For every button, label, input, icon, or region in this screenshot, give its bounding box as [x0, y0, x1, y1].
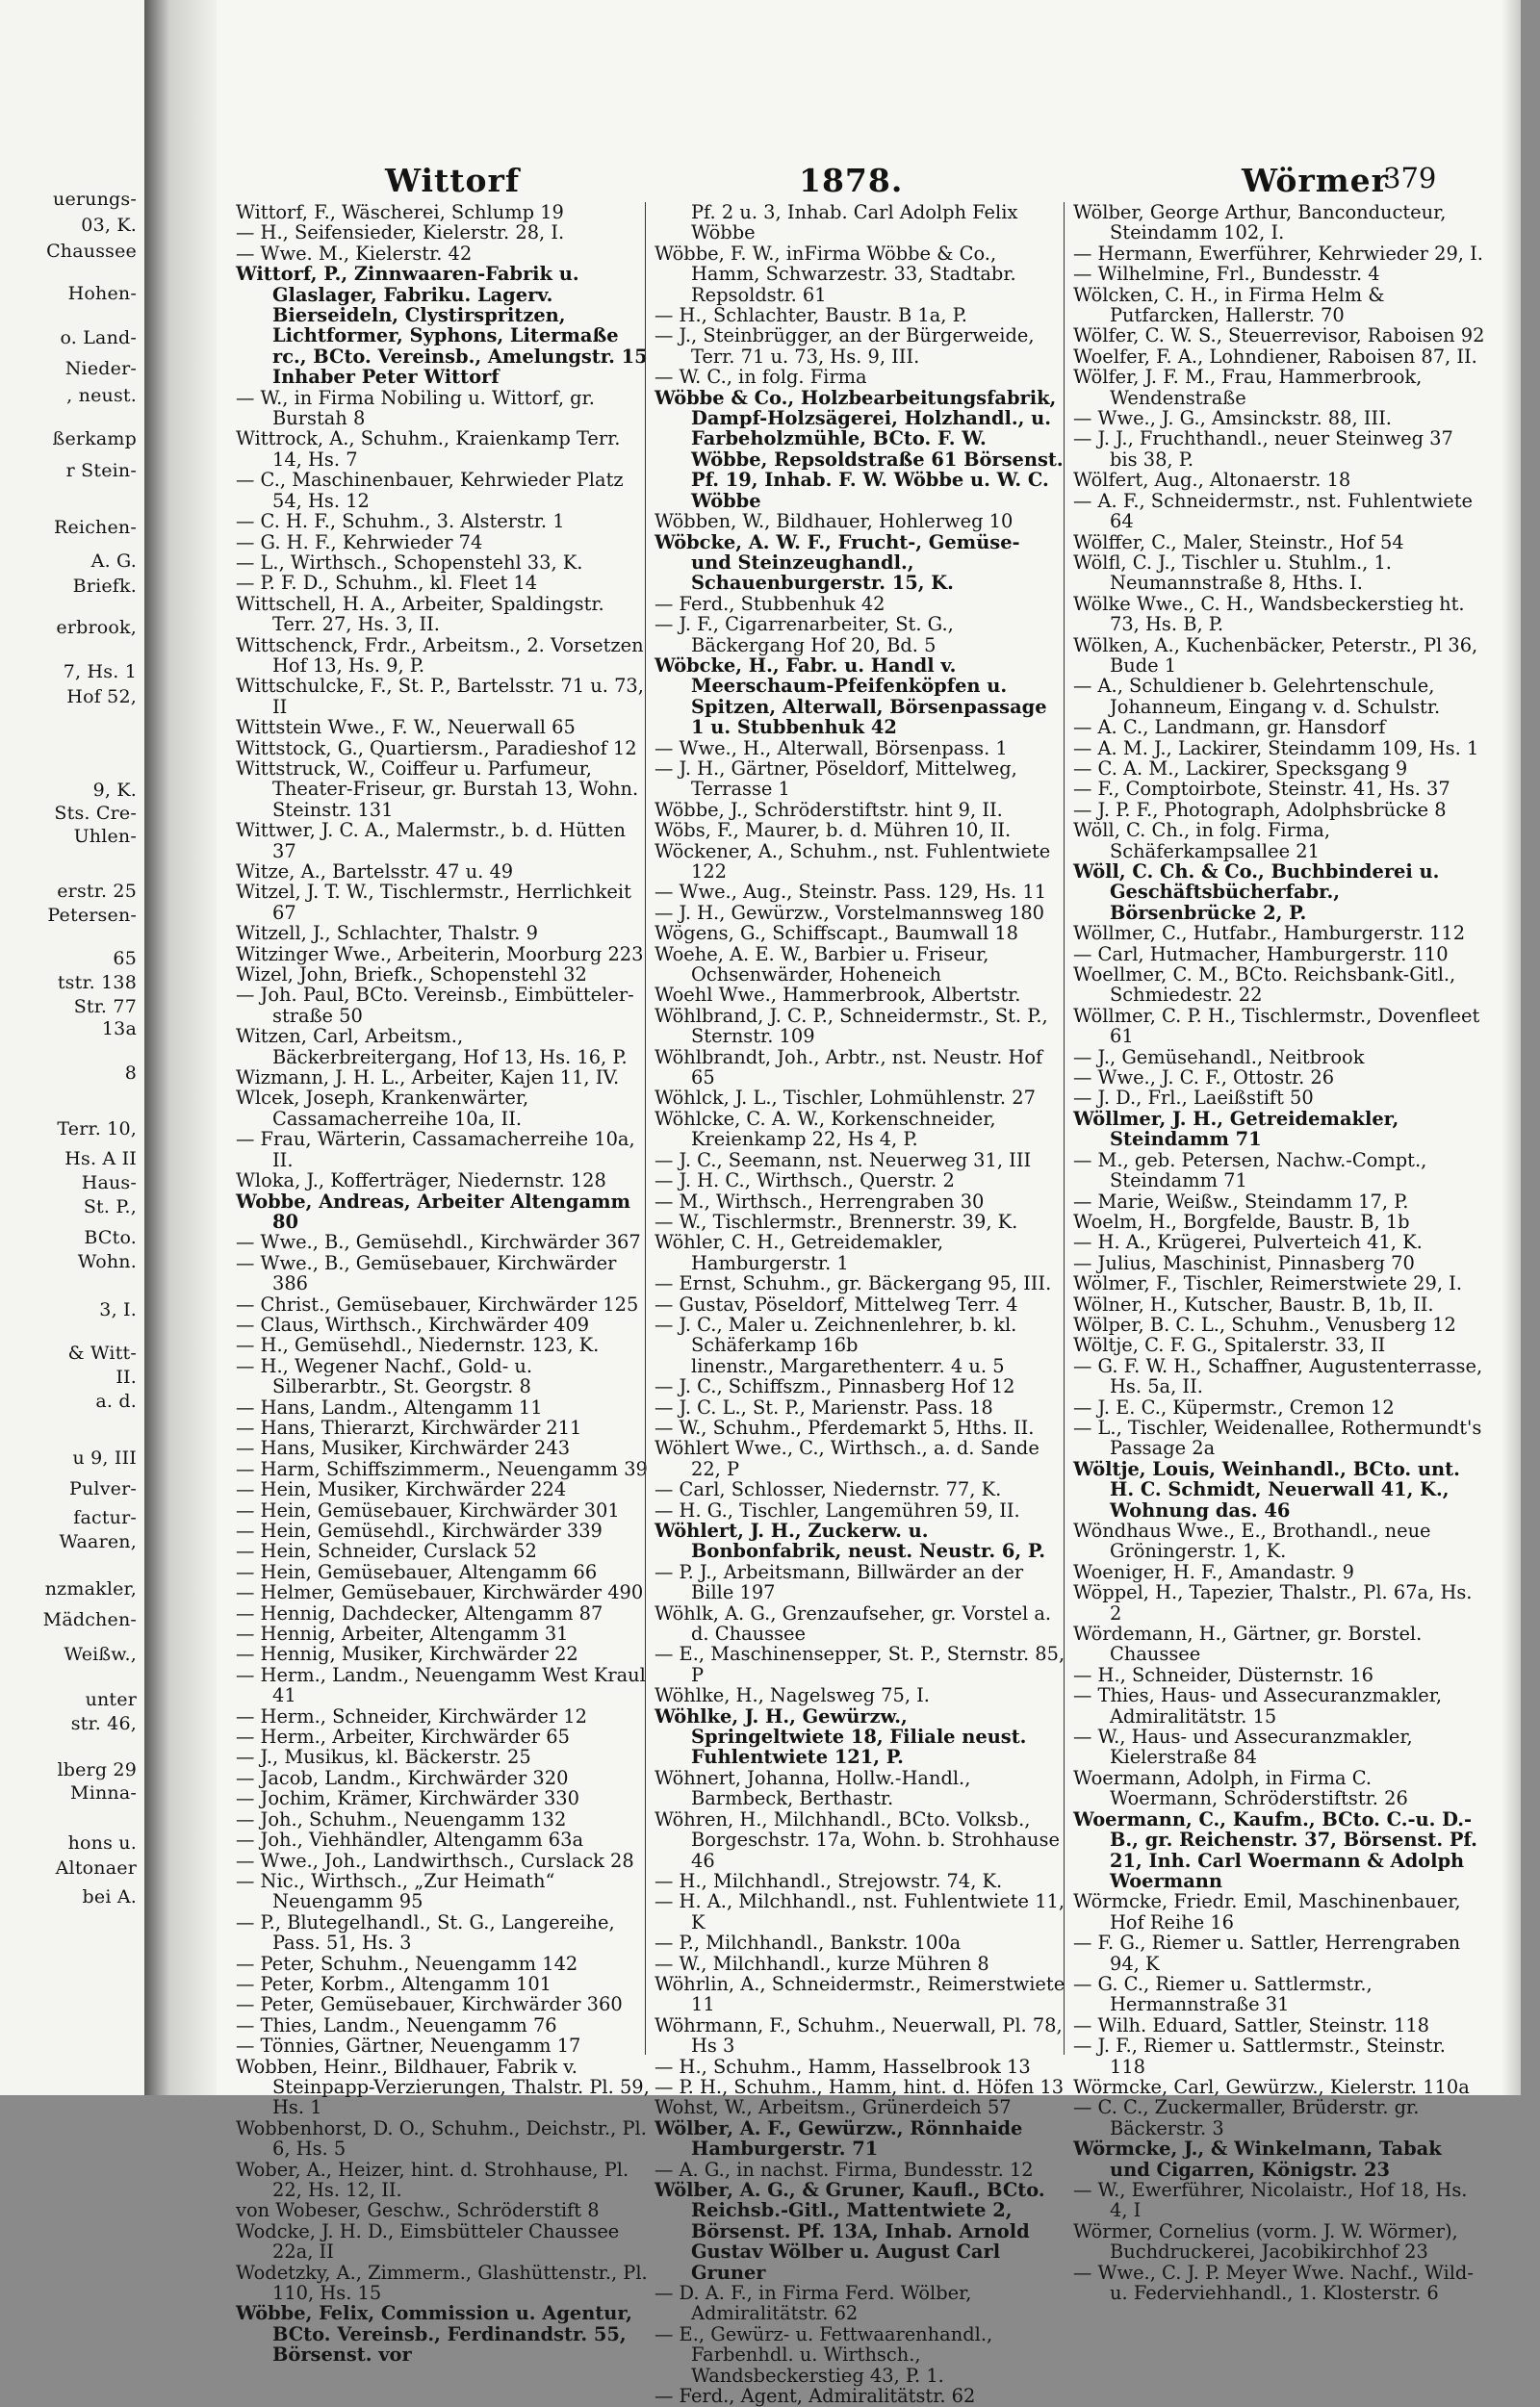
- directory-entry: — W., in Firma Nobiling u. Wittorf, gr. Burstah 8: [236, 386, 595, 430]
- fragment-line: hons u.: [67, 1832, 137, 1854]
- directory-entry: Wölner, H., Kutscher, Baustr. B, 1b, II.: [1073, 1293, 1434, 1316]
- directory-entry: Wittschenck, Frdr., Arbeitsm., 2. Vorsetzen Hof 13, Hs. 9, P.: [236, 633, 644, 677]
- directory-entry: Wittstein Wwe., F. W., Neuerwall 65: [236, 716, 576, 739]
- directory-entry: — Hein, Musiker, Kirchwärder 224: [236, 1478, 567, 1501]
- directory-entry: — H., Wegener Nachf., Gold- u. Silberarbtr., St. Georgstr. 8: [236, 1354, 533, 1398]
- directory-entry: — Joh. Paul, BCto. Vereinsb., Eimbütteler-straße 50: [236, 984, 634, 1027]
- fragment-line: BCto.: [84, 1227, 137, 1248]
- directory-entry: Wöhlk, A. G., Grenzaufseher, gr. Vorstel a. d. Chaussee: [654, 1601, 1052, 1646]
- directory-entry: — H., Seifensieder, Kielerstr. 28, I.: [236, 221, 565, 244]
- directory-entry: — Claus, Wirthsch., Kirchwärder 409: [236, 1313, 590, 1336]
- directory-entry: — Christ., Gemüsebauer, Kirchwärder 125: [236, 1293, 639, 1316]
- fragment-line: Terr. 10,: [57, 1118, 137, 1139]
- directory-entry: Wöbcke, H., Fabr. u. Handl v. Meerschaum-Pfeifenköpfen u. Spitzen, Alterwall, Börsenpassage 1 u. Stubbenhuk 42: [654, 653, 1047, 739]
- directory-entry: — G. H. F., Kehrwieder 74: [236, 530, 483, 553]
- directory-entry: Wöltje, Louis, Weinhandl., BCto. unt. H. C. Schmidt, Neuerwall 41, K., Wohnung das. 46: [1073, 1457, 1460, 1522]
- directory-entry: — Herm., Schneider, Kirchwärder 12: [236, 1704, 587, 1728]
- directory-entry: — Peter, Schuhm., Neuengamm 142: [236, 1952, 578, 1975]
- directory-entry: — H., Milchhandl., Strejowstr. 74, K.: [654, 1869, 1003, 1892]
- directory-entry: Wöbcke, A. W. F., Frucht-, Gemüse- und Steinzeughandl., Schauenburgerstr. 15, K.: [654, 530, 1020, 595]
- fragment-line: unter: [85, 1689, 137, 1710]
- directory-entry: Wöndhaus Wwe., E., Brothandl., neue Gröningerstr. 1, K.: [1073, 1520, 1431, 1563]
- directory-entry: — J. E. C., Küpermstr., Cremon 12: [1073, 1396, 1395, 1419]
- directory-entry: Wöhlert, J. H., Zuckerw. u. Bonbonfabrik, neust. Neustr. 6, P.: [654, 1520, 1045, 1563]
- directory-entry: — H., Schneider, Düsternstr. 16: [1073, 1663, 1373, 1686]
- directory-entry: Wölper, B. C. L., Schuhm., Venusberg 12: [1073, 1313, 1456, 1336]
- directory-entry: — Hein, Schneider, Curslack 52: [236, 1540, 537, 1563]
- directory-entry: — J. F., Cigarrenarbeiter, St. G., Bäckergang Hof 20, Bd. 5: [654, 613, 954, 656]
- directory-entry: — J. P. F., Photograph, Adolphsbrücke 8: [1073, 798, 1447, 821]
- directory-entry: Wöhren, H., Milchhandl., BCto. Volksb., Borgeschstr. 17a, Wohn. b. Strohhause 46: [654, 1807, 1060, 1872]
- directory-entry: Wittstruck, W., Coiffeur u. Parfumeur, Theater-Friseur, gr. Burstah 13, Wohn. Steinstr. 131: [236, 756, 639, 821]
- directory-entry: Wobbe, Andreas, Arbeiter Altengamm 80: [236, 1190, 631, 1233]
- directory-entry: — J. F., Riemer u. Sattlermstr., Steinstr. 118: [1073, 2035, 1446, 2078]
- directory-entry: Witze, A., Bartelsstr. 47 u. 49: [236, 860, 514, 883]
- directory-entry: Wittschulcke, F., St. P., Bartelsstr. 71 u. 73, II: [236, 675, 644, 718]
- directory-entry: — W., Tischlermstr., Brennerstr. 39, K.: [654, 1210, 1018, 1233]
- directory-entry: — J., Musikus, kl. Bäckerstr. 25: [236, 1746, 531, 1769]
- directory-entry: — Hein, Gemüsebauer, Kirchwärder 301: [236, 1498, 620, 1522]
- directory-entry: Wölffer, C., Maler, Steinstr., Hof 54: [1073, 530, 1404, 553]
- running-head-year: 1878.: [799, 162, 904, 199]
- directory-entry: — Wwe., B., Gemüsehdl., Kirchwärder 367: [236, 1231, 641, 1254]
- fragment-line: a. d.: [95, 1391, 137, 1412]
- fragment-line: erstr. 25: [57, 881, 137, 902]
- directory-entry: — G. C., Riemer u. Sattlermstr., Hermannstraße 31: [1073, 1972, 1373, 2016]
- directory-entry: Wöllmer, C. P. H., Tischlermstr., Dovenfleet 61: [1073, 1004, 1480, 1048]
- fragment-line: 13a: [101, 1018, 137, 1039]
- directory-entry: Wölfer, J. F. M., Frau, Hammerbrook, Wendenstraße: [1073, 366, 1423, 409]
- directory-entry: Wördemann, H., Gärtner, gr. Borstel. Chaussee: [1073, 1623, 1423, 1666]
- directory-entry: — P., Blutegelhandl., St. G., Langereihe, Pass. 51, Hs. 3: [236, 1910, 615, 1955]
- directory-entry: Wöbbe, Felix, Commission u. Agentur, BCto. Vereinsb., Ferdinandstr. 55, Börsenst. vor: [236, 2302, 632, 2367]
- directory-entry: — Wilhelmine, Frl., Bundesstr. 4: [1073, 263, 1380, 286]
- fragment-line: Wohn.: [77, 1251, 137, 1272]
- directory-entry: Wobbenhorst, D. O., Schuhm., Deichstr., Pl. 6, Hs. 5: [236, 2116, 647, 2161]
- directory-entry: — E., Maschinensepper, St. P., Sternstr. 85, P: [654, 1643, 1065, 1686]
- directory-entry: — Harm, Schiffszimmerm., Neuengamm 39: [236, 1457, 648, 1480]
- directory-entry: Wöhlck, J. L., Tischler, Lohmühlenstr. 27: [654, 1087, 1036, 1110]
- directory-entry: — Hermann, Ewerführer, Kehrwieder 29, I.: [1073, 242, 1483, 265]
- directory-entry: Wöllmer, C., Hutfabr., Hamburgerstr. 112: [1073, 922, 1466, 945]
- directory-entry: — P. J., Arbeitsmann, Billwärder an der Bille 197: [654, 1560, 1024, 1604]
- directory-entry: Wöhlke, H., Nagelsweg 75, I.: [654, 1684, 930, 1707]
- directory-entry: — P. H., Schuhm., Hamm, hint. d. Höfen 13: [654, 2075, 1065, 2098]
- directory-entry: — Wwe., J. G., Amsinckstr. 88, III.: [1073, 407, 1392, 430]
- directory-entry: Woeniger, H. F., Amandastr. 9: [1073, 1560, 1354, 1583]
- directory-entry: Wöhlert Wwe., C., Wirthsch., a. d. Sande 22, P: [654, 1437, 1040, 1480]
- fragment-line: tstr. 138: [57, 972, 137, 993]
- fragment-line: nzmakler,: [44, 1578, 137, 1600]
- directory-entry: Pf. 2 u. 3, Inhab. Carl Adolph Felix Wöbbe: [691, 201, 1018, 244]
- fragment-line: factur-: [73, 1507, 137, 1528]
- fragment-line: Nieder-: [64, 358, 137, 379]
- directory-entry: Wöbbe, J., Schröderstiftstr. hint 9, II.: [654, 798, 1003, 821]
- fragment-line: Str. 77: [73, 996, 137, 1017]
- page-edge-shade: [1502, 0, 1521, 2095]
- fragment-line: Briefk.: [72, 576, 137, 597]
- directory-entry: Wöckener, A., Schuhm., nst. Fuhlentwiete 122: [654, 839, 1051, 883]
- fragment-line: A. G.: [90, 551, 137, 572]
- directory-entry: Wittrock, A., Schuhm., Kraienkamp Terr. 14, Hs. 7: [236, 427, 621, 471]
- directory-entry: Wodcke, J. H. D., Eimsbütteler Chaussee 22a, II: [236, 2219, 620, 2264]
- fragment-line: o. Land-: [60, 327, 137, 348]
- directory-entry: — Marie, Weißw., Steindamm 17, P.: [1073, 1190, 1409, 1213]
- fragment-line: Sts. Cre-: [54, 803, 137, 824]
- directory-entry: Wöhler, C. H., Getreidemakler, Hamburgerstr. 1: [654, 1231, 944, 1274]
- fragment-line: str. 46,: [70, 1713, 137, 1734]
- directory-entry: Wöhnert, Johanna, Hollw.-Handl., Barmbeck, Berthastr.: [654, 1766, 971, 1810]
- directory-entry: Wöbbe & Co., Holzbearbeitungsfabrik, Dampf-Holzsägerei, Holzhandl., u. Farbeholzmühle, BCto. F. W. Wöbbe, Repsoldstraße 61 Börsenst. Pf. 19, Inhab. F. W. Wöbbe u. W. C. Wöbbe: [654, 386, 1064, 512]
- directory-entry: Woermann, C., Kaufm., BCto. C.-u. D.-B., gr. Reichenstr. 37, Börsenst. Pf. 21, Inh. Carl Woermann & Adolph Woermann: [1073, 1807, 1477, 1892]
- directory-entry: — W., Milchhandl., kurze Mühren 8: [654, 1952, 989, 1975]
- directory-entry: Wögens, G., Schiffscapt., Baumwall 18: [654, 922, 1018, 945]
- directory-entry: Wittwer, J. C. A., Malermstr., b. d. Hütten 37: [236, 819, 627, 862]
- directory-entry: — J. C. L., St. P., Marienstr. Pass. 18: [654, 1396, 993, 1419]
- directory-entry: Witzen, Carl, Arbeitsm., Bäckerbreitergang, Hof 13, Hs. 16, P.: [236, 1025, 628, 1068]
- directory-entry: von Wobeser, Geschw., Schröderstift 8: [236, 2199, 600, 2222]
- fragment-line: u 9, III: [72, 1447, 137, 1469]
- directory-entry: — Jacob, Landm., Kirchwärder 320: [236, 1766, 569, 1789]
- fragment-line: , neust.: [66, 385, 137, 406]
- directory-entry: — H., Schlachter, Baustr. B 1a, P.: [654, 304, 967, 327]
- directory-entry: Wober, A., Heizer, hint. d. Strohhause, Pl. 22, Hs. 12, II.: [236, 2158, 629, 2201]
- fragment-line: bei A.: [82, 1886, 137, 1908]
- column-2: [645, 201, 1065, 2407]
- fragment-line: Haus-: [81, 1172, 137, 1193]
- fragment-line: Pulver-: [69, 1478, 137, 1499]
- directory-entry: — H. G., Tischler, Langemühren 59, II.: [654, 1498, 1020, 1522]
- directory-entry: Wittorf, F., Wäscherei, Schlump 19: [236, 201, 564, 223]
- directory-entry: — W., Haus- und Assecuranzmakler, Kielerstraße 84: [1073, 1726, 1413, 1769]
- directory-entry: Wloka, J., Kofferträger, Niedernstr. 128: [236, 1169, 606, 1192]
- directory-entry: Wodetzky, A., Zimmerm., Glashüttenstr., Pl. 110, Hs. 15: [236, 2261, 648, 2305]
- directory-entry: Woellmer, C. M., BCto. Reichsbank-Gitl., Schmiedestr. 22: [1073, 963, 1456, 1007]
- directory-entry: — J. C., Schiffszm., Pinnasberg Hof 12: [654, 1375, 1015, 1398]
- directory-entry: — Hans, Landm., Altengamm 11: [236, 1396, 543, 1419]
- directory-entry: — D. A. F., in Firma Ferd. Wölber, Admiralitätstr. 62: [654, 2282, 972, 2325]
- directory-entry: Wölken, A., Kuchenbäcker, Peterstr., Pl 36, Bude 1: [1073, 633, 1478, 677]
- fragment-line: 03, K.: [81, 215, 137, 236]
- directory-entry: Wöltje, C. F. G., Spitalerstr. 33, II: [1073, 1334, 1386, 1357]
- directory-entry: — W. C., in folg. Firma: [654, 366, 867, 389]
- directory-entry: Wöppel, H., Tapezier, Thalstr., Pl. 67a, Hs. 2: [1073, 1581, 1473, 1625]
- directory-entry: — Hans, Thierarzt, Kirchwärder 211: [236, 1416, 582, 1439]
- directory-entry: Woelfer, F. A., Lohndiener, Raboisen 87, II.: [1073, 345, 1477, 368]
- directory-entry: — L., Tischler, Weidenallee, Rothermundt's Passage 2a: [1073, 1416, 1482, 1460]
- directory-entry: Woehe, A. E. W., Barbier u. Friseur, Ochsenwärder, Hoheneich: [654, 942, 989, 986]
- fragment-line: Altonaer: [55, 1857, 137, 1879]
- directory-entry: — J., Steinbrügger, an der Bürgerweide, Terr. 71 u. 73, Hs. 9, III.: [654, 324, 1035, 368]
- directory-entry: Wörmer, Cornelius (vorm. J. W. Wörmer), Buchdruckerei, Jacobikirchhof 23: [1073, 2219, 1458, 2264]
- directory-entry: Wobben, Heinr., Bildhauer, Fabrik v. Steinpapp-Verzierungen, Thalstr. Pl. 59, Hs. 1: [236, 2055, 650, 2119]
- directory-entry: — H. A., Krügerei, Pulverteich 41, K.: [1073, 1231, 1423, 1254]
- directory-entry: — Nic., Wirthsch., „Zur Heimath“ Neuengamm 95: [236, 1869, 555, 1913]
- directory-entry: Wöll, C. Ch. & Co., Buchbinderei u. Geschäftsbücherfabr., Börsenbrücke 2, P.: [1073, 860, 1440, 924]
- fragment-line: 65: [113, 948, 137, 969]
- directory-entry: — Hennig, Arbeiter, Altengamm 31: [236, 1623, 569, 1646]
- directory-entry: — Ferd., Agent, Admiralitätstr. 62: [654, 2385, 976, 2407]
- directory-entry: — Ferd., Stubbenhuk 42: [654, 592, 886, 615]
- directory-entry: Wöhrmann, F., Schuhm., Neuerwall, Pl. 78, Hs 3: [654, 2013, 1063, 2058]
- directory-entry: Wlcek, Joseph, Krankenwärter, Cassamacherreihe 10a, II.: [236, 1087, 529, 1130]
- directory-entry: — Wwe., Joh., Landwirthsch., Curslack 28: [236, 1849, 634, 1872]
- directory-entry: — C. A. M., Lackirer, Specksgang 9: [1073, 756, 1408, 780]
- directory-entry: — Hans, Musiker, Kirchwärder 243: [236, 1437, 571, 1460]
- directory-entry: Wölber, George Arthur, Banconducteur, Steindamm 102, I.: [1073, 201, 1447, 244]
- directory-entry: — A. F., Schneidermstr., nst. Fuhlentwiete 64: [1073, 489, 1474, 533]
- directory-entry: — Joh., Viehhändler, Altengamm 63a: [236, 1829, 584, 1852]
- directory-entry: — C., Maschinenbauer, Kehrwieder Platz 54, Hs. 12: [236, 469, 624, 512]
- fragment-line: uerungs-: [53, 189, 137, 210]
- directory-entry: Wöhlcke, C. A. W., Korkenschneider, Kreienkamp 22, Hs 4, P.: [654, 1107, 996, 1151]
- book-gutter: [144, 0, 217, 2095]
- directory-entry: Wittstock, G., Quartiersm., Paradieshof 12: [236, 736, 637, 759]
- directory-entry: Wöhlbrandt, Joh., Arbtr., nst. Neustr. Hof 65: [654, 1045, 1043, 1089]
- directory-entry: — Hennig, Musiker, Kirchwärder 22: [236, 1643, 578, 1666]
- directory-entry: — Jochim, Krämer, Kirchwärder 330: [236, 1787, 579, 1810]
- directory-entry: — M., Wirthsch., Herrengraben 30: [654, 1190, 985, 1213]
- fragment-line: lberg 29: [57, 1759, 137, 1780]
- column-3: [1064, 201, 1485, 2305]
- directory-entry: — H., Schuhm., Hamm, Hasselbrook 13: [654, 2055, 1031, 2078]
- fragment-line: Minna-: [70, 1782, 137, 1804]
- directory-entry: — Wwe. M., Kielerstr. 42: [236, 242, 473, 265]
- directory-entry: — F. G., Riemer u. Sattler, Herrengraben 94, K: [1073, 1932, 1461, 1975]
- directory-entry: — Wwe., B., Gemüsebauer, Kirchwärder 386: [236, 1251, 617, 1295]
- directory-entry: — J. D., Frl., Laeißstift 50: [1073, 1087, 1314, 1110]
- directory-entry: — A., Schuldiener b. Gelehrtenschule, Johanneum, Eingang v. d. Schulstr.: [1073, 675, 1441, 718]
- directory-entry: — A. C., Landmann, gr. Hansdorf: [1073, 716, 1386, 739]
- directory-entry: — F., Comptoirbote, Steinstr. 41, Hs. 37: [1073, 778, 1450, 801]
- directory-entry: — Peter, Korbm., Altengamm 101: [236, 1972, 552, 1995]
- directory-entry: linenstr., Margarethenterr. 4 u. 5: [691, 1354, 1005, 1377]
- directory-entry: Witzell, J., Schlachter, Thalstr. 9: [236, 922, 538, 945]
- directory-entry: — Peter, Gemüsebauer, Kirchwärder 360: [236, 1993, 623, 2016]
- fragment-line: Petersen-: [47, 905, 137, 926]
- directory-entry: Wölfer, C. W. S., Steuerrevisor, Raboisen 92: [1073, 324, 1485, 347]
- directory-entry: Wöbbe, F. W., inFirma Wöbbe & Co., Hamm, Schwarzestr. 33, Stadtabr. Repsoldstr. 61: [654, 242, 1016, 306]
- directory-entry: Wölber, A. G., & Gruner, Kaufl., BCto. Reichsb.-Gitl., Mattentwiete 2, Börsenst. Pf. 13A, Inhab. Arnold Gustav Wölber u. August Carl Gruner: [654, 2179, 1045, 2284]
- directory-entry: Wölber, A. F., Gewürzw., Rönnhaide Hamburgerstr. 71: [654, 2116, 1023, 2161]
- directory-entry: — J., Gemüsehandl., Neitbrook: [1073, 1045, 1365, 1068]
- directory-entry: Wölfert, Aug., Altonaerstr. 18: [1073, 469, 1351, 492]
- directory-entry: Wöhlbrand, J. C. P., Schneidermstr., St. P., Sternstr. 109: [654, 1004, 1048, 1048]
- directory-entry: — A. G., in nachst. Firma, Bundesstr. 12: [654, 2158, 1034, 2181]
- fragment-line: St. P.,: [83, 1196, 137, 1217]
- directory-entry: — J. C., Seemann, nst. Neuerweg 31, III: [654, 1148, 1032, 1171]
- directory-entry: — J. H., Gewürzw., Vorstelmannsweg 180: [654, 901, 1044, 924]
- directory-entry: — Thies, Haus- und Assecuranzmakler, Admiralitätstr. 15: [1073, 1684, 1443, 1728]
- directory-entry: — Wwe., H., Alterwall, Börsenpass. 1: [654, 736, 1008, 759]
- directory-entry: Wölke Wwe., C. H., Wandsbeckerstieg ht. 73, Hs. B, P.: [1073, 592, 1465, 636]
- directory-entry: — Wwe., Aug., Steinstr. Pass. 129, Hs. 11: [654, 881, 1047, 904]
- directory-entry: — W., Ewerführer, Nicolaistr., Hof 18, Hs. 4, I: [1073, 2179, 1468, 2222]
- column-1: [236, 202, 652, 2366]
- fragment-line: Uhlen-: [73, 826, 137, 847]
- fragment-line: 7, Hs. 1: [63, 661, 137, 682]
- fragment-line: Mädchen-: [42, 1609, 137, 1630]
- directory-entry: Wölfl, C. J., Tischler u. Stuhlm., 1. Neumannstraße 8, Hths. I.: [1073, 551, 1392, 595]
- directory-entry: — Thies, Landm., Neuengamm 76: [236, 2013, 557, 2036]
- directory-entry: Wörmcke, Friedr. Emil, Maschinenbauer, Hof Reihe 16: [1073, 1890, 1461, 1933]
- fragment-line: II.: [116, 1367, 137, 1388]
- directory-entry: Wöhlke, J. H., Gewürzw., Springeltwiete 18, Filiale neust. Fuhlentwiete 121, P.: [654, 1704, 1027, 1769]
- directory-entry: — Carl, Hutmacher, Hamburgerstr. 110: [1073, 942, 1449, 965]
- directory-entry: — E., Gewürz- u. Fettwaarenhandl., Farbenhdl. u. Wirthsch., Wandsbeckerstieg 43, P. 1.: [654, 2322, 993, 2387]
- running-head-right: Wörmer: [1242, 162, 1390, 199]
- directory-entry: — Helmer, Gemüsebauer, Kirchwärder 490: [236, 1581, 644, 1604]
- directory-entry: — Hein, Gemüsebauer, Altengamm 66: [236, 1560, 598, 1583]
- directory-entry: — M., geb. Petersen, Nachw.-Compt., Steindamm 71: [1073, 1148, 1427, 1192]
- fragment-line: Hohen-: [67, 283, 137, 304]
- fragment-line: & Witt-: [67, 1343, 137, 1364]
- directory-entry: — P. F. D., Schuhm., kl. Fleet 14: [236, 572, 538, 595]
- directory-entry: — Hennig, Dachdecker, Altengamm 87: [236, 1601, 603, 1625]
- directory-entry: — H., Gemüsehdl., Niedernstr. 123, K.: [236, 1334, 600, 1357]
- directory-entry: — Hein, Gemüsehdl., Kirchwärder 339: [236, 1520, 603, 1542]
- directory-entry: — Tönnies, Gärtner, Neuengamm 17: [236, 2035, 581, 2058]
- directory-entry: — L., Wirthsch., Schopenstehl 33, K.: [236, 551, 583, 574]
- directory-entry: — G. F. W. H., Schaffner, Augustenterrasse, Hs. 5a, II.: [1073, 1354, 1483, 1398]
- page-number: 379: [1383, 162, 1437, 194]
- fragment-line: Hs. A II: [64, 1148, 137, 1169]
- directory-entry: Wittorf, P., Zinnwaaren-Fabrik u. Glaslager, Fabriku. Lagerv. Bierseideln, Clystirspritzen, Lichtformer, Syphons, Litermaße rc., BCto. Vereinsb., Amelungstr. 15 Inhaber Peter Wittorf: [236, 263, 648, 389]
- fragment-line: Chaussee: [46, 241, 137, 262]
- directory-page: [217, 0, 1521, 2407]
- fragment-line: 3, I.: [99, 1299, 137, 1320]
- directory-entry: — Joh., Schuhm., Neuengamm 132: [236, 1807, 567, 1831]
- directory-entry: Wohst, W., Arbeitsm., Grünerdeich 57: [654, 2096, 1012, 2119]
- directory-entry: — Carl, Schlosser, Niedernstr. 77, K.: [654, 1478, 1002, 1501]
- directory-entry: Woermann, Adolph, in Firma C. Woermann, Schröderstiftstr. 26: [1073, 1766, 1408, 1810]
- directory-entry: — C. C., Zuckermaller, Brüderstr. gr. Bäckerstr. 3: [1073, 2096, 1420, 2139]
- directory-entry: — J. C., Maler u. Zeichnenlehrer, b. kl. Schäferkamp 16b: [654, 1313, 1017, 1357]
- fragment-line: r Stein-: [65, 460, 137, 481]
- previous-page-fragment: [0, 0, 144, 2095]
- directory-entry: — Herm., Landm., Neuengamm West Kraul 41: [236, 1663, 646, 1707]
- fragment-line: erbrook,: [56, 617, 137, 638]
- directory-entry: Wölmer, F., Tischler, Reimerstwiete 29, I.: [1073, 1272, 1462, 1295]
- directory-entry: Woehl Wwe., Hammerbrook, Albertstr.: [654, 984, 1021, 1007]
- directory-entry: Wittschell, H. A., Arbeiter, Spaldingstr. Terr. 27, Hs. 3, II.: [236, 592, 604, 636]
- directory-entry: — Wwe., C. J. P. Meyer Wwe. Nachf., Wild- u. Federviehhandl., 1. Klosterstr. 6: [1073, 2261, 1474, 2305]
- directory-entry: Wörmcke, Carl, Gewürzw., Kielerstr. 110a: [1073, 2075, 1470, 2098]
- fragment-line: Weißw.,: [64, 1644, 137, 1665]
- directory-entry: — Ernst, Schuhm., gr. Bäckergang 95, III.: [654, 1272, 1052, 1295]
- directory-entry: — J. J., Fruchthandl., neuer Steinweg 37 bis 38, P.: [1073, 427, 1453, 471]
- directory-entry: — A. M. J., Lackirer, Steindamm 109, Hs. 1: [1073, 736, 1479, 759]
- directory-entry: Wölcken, C. H., in Firma Helm & Putfarcken, Hallerstr. 70: [1073, 283, 1385, 327]
- directory-entry: Wöbben, W., Bildhauer, Hohlerweg 10: [654, 510, 1014, 533]
- directory-entry: — Frau, Wärterin, Cassamacherreihe 10a, II.: [236, 1128, 635, 1171]
- directory-entry: Wöllmer, J. H., Getreidemakler, Steindamm 71: [1073, 1107, 1399, 1151]
- directory-entry: — Wwe., J. C. F., Ottostr. 26: [1073, 1066, 1335, 1089]
- directory-entry: Wöll, C. Ch., in folg. Firma, Schäferkampsallee 21: [1073, 819, 1330, 862]
- directory-entry: — J. H. C., Wirthsch., Querstr. 2: [654, 1169, 955, 1192]
- running-head-left: Wittorf: [385, 162, 521, 199]
- directory-entry: Wizel, John, Briefk., Schopenstehl 32: [236, 963, 587, 986]
- directory-entry: — W., Schuhm., Pferdemarkt 5, Hths. II.: [654, 1416, 1035, 1439]
- directory-entry: Witzinger Wwe., Arbeiterin, Moorburg 223: [236, 942, 644, 965]
- directory-entry: Wöhrlin, A., Schneidermstr., Reimerstwiete 11: [654, 1972, 1065, 2016]
- fragment-line: Hof 52,: [66, 686, 137, 707]
- fragment-line: ßerkamp: [52, 428, 137, 449]
- directory-entry: — C. H. F., Schuhm., 3. Alsterstr. 1: [236, 510, 565, 533]
- directory-entry: Wörmcke, J., & Winkelmann, Tabak und Cigarren, Königstr. 23: [1073, 2138, 1442, 2181]
- directory-entry: Wizmann, J. H. L., Arbeiter, Kajen 11, IV.: [236, 1066, 620, 1089]
- directory-entry: — J. H., Gärtner, Pöseldorf, Mittelweg, Terrasse 1: [654, 756, 1017, 801]
- directory-entry: Witzel, J. T. W., Tischlermstr., Herrlichkeit 67: [236, 881, 631, 924]
- directory-entry: — H. A., Milchhandl., nst. Fuhlentwiete 11, K: [654, 1890, 1065, 1933]
- fragment-line: Reichen-: [53, 517, 137, 538]
- fragment-line: Waaren,: [59, 1531, 137, 1552]
- fragment-line: 8: [124, 1063, 137, 1084]
- directory-entry: Wöbs, F., Maurer, b. d. Mühren 10, II.: [654, 819, 1012, 842]
- directory-entry: — Wilh. Eduard, Sattler, Steinstr. 118: [1073, 2013, 1430, 2036]
- fragment-line: 9, K.: [92, 780, 137, 801]
- directory-entry: — Herm., Arbeiter, Kirchwärder 65: [236, 1726, 570, 1749]
- directory-entry: — P., Milchhandl., Bankstr. 100a: [654, 1932, 962, 1955]
- directory-entry: Woelm, H., Borgfelde, Baustr. B, 1b: [1073, 1210, 1410, 1233]
- directory-entry: — Gustav, Pöseldorf, Mittelweg Terr. 4: [654, 1293, 1018, 1316]
- directory-entry: — Julius, Maschinist, Pinnasberg 70: [1073, 1251, 1415, 1274]
